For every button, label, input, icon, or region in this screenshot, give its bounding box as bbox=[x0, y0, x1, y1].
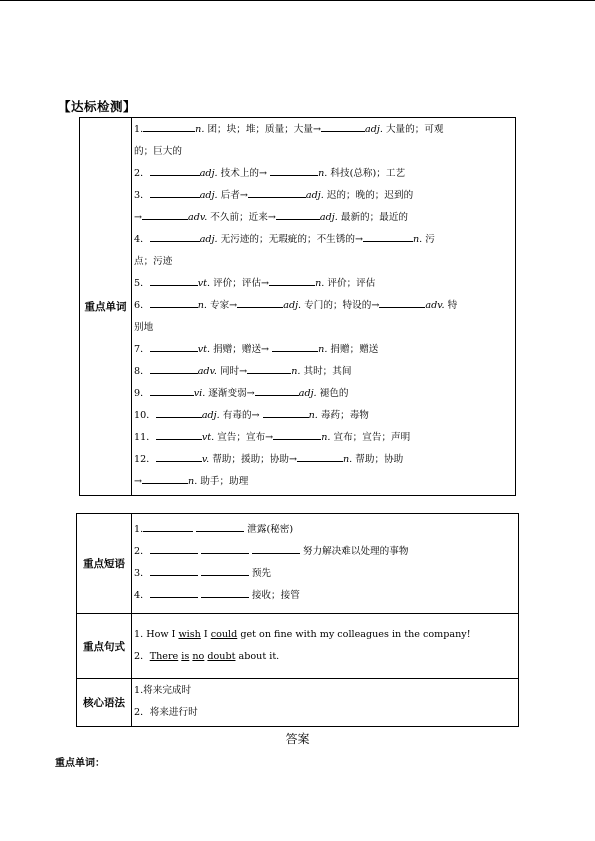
list-item-continuation: 点；污迹 bbox=[134, 256, 173, 267]
answer-blank bbox=[150, 231, 200, 242]
item-text: 评价；评估 bbox=[324, 278, 376, 289]
answer-blank bbox=[248, 187, 306, 198]
item-text: 后者→ bbox=[217, 190, 248, 201]
list-item bbox=[134, 624, 515, 646]
underlined-word: doubt bbox=[207, 650, 236, 662]
part-of-speech: n. bbox=[291, 366, 301, 377]
item-text: 污 bbox=[422, 234, 435, 245]
answer-blank bbox=[321, 121, 365, 132]
top-rule bbox=[0, 0, 595, 1]
answer-title: 答案 bbox=[285, 732, 310, 746]
part-of-speech: vt. bbox=[197, 344, 211, 355]
list-item-continuation bbox=[134, 471, 512, 493]
part-of-speech: adv. bbox=[197, 366, 217, 377]
item-text: 同时→ bbox=[216, 366, 248, 377]
practice-table bbox=[76, 513, 519, 727]
vocab-list bbox=[132, 118, 515, 495]
item-text: 帮助；援助；协助→ bbox=[209, 454, 297, 465]
answer-blank bbox=[156, 451, 202, 462]
answer-blank bbox=[276, 209, 320, 220]
grammar-list bbox=[132, 679, 518, 726]
list-item bbox=[134, 427, 512, 449]
list-item: 2．将来进行时 bbox=[134, 707, 198, 718]
part-of-speech: adj. bbox=[199, 234, 218, 245]
answer-blank bbox=[247, 363, 291, 374]
item-number: 1. bbox=[134, 124, 144, 135]
part-of-speech: vt. bbox=[201, 432, 215, 443]
answer-blank bbox=[142, 209, 188, 220]
answer-blank bbox=[150, 297, 198, 308]
underlined-word: could bbox=[210, 628, 238, 640]
answer-blank bbox=[201, 565, 249, 576]
item-number: 4． bbox=[134, 234, 150, 245]
list-item bbox=[134, 163, 512, 185]
list-item bbox=[134, 541, 515, 563]
list-item: 1.将来完成时 bbox=[134, 685, 192, 696]
part-of-speech: adj. bbox=[305, 190, 324, 201]
item-text: → bbox=[134, 476, 143, 487]
part-of-speech: n. bbox=[321, 432, 331, 443]
item-text: 有毒的→ bbox=[219, 410, 263, 421]
item-text: 最新的；最近的 bbox=[337, 212, 409, 223]
answer-blank bbox=[363, 231, 413, 242]
item-number: 11． bbox=[134, 432, 156, 443]
item-number: 9． bbox=[134, 388, 150, 399]
item-number: 3． bbox=[134, 568, 150, 579]
list-item-continuation: 的；巨大的 bbox=[134, 146, 182, 157]
part-of-speech: v. bbox=[201, 454, 210, 465]
item-text: 逐渐变弱→ bbox=[205, 388, 255, 399]
item-text: 其时；其间 bbox=[300, 366, 352, 377]
part-of-speech: n. bbox=[318, 344, 328, 355]
answer-blank bbox=[150, 165, 200, 176]
answer-blank bbox=[150, 363, 198, 374]
underlined-word: There bbox=[149, 650, 179, 662]
answer-blank bbox=[297, 451, 343, 462]
answer-blank bbox=[379, 297, 425, 308]
item-number: 10． bbox=[134, 410, 156, 421]
item-text: 科技(总称)；工艺 bbox=[327, 168, 406, 179]
list-item-continuation bbox=[134, 207, 512, 229]
sentences-list bbox=[132, 623, 518, 670]
answer-blank bbox=[201, 543, 249, 554]
item-number: 12． bbox=[134, 454, 156, 465]
item-text: 预先 bbox=[248, 568, 272, 579]
vocab-table bbox=[79, 117, 516, 496]
part-of-speech: n. bbox=[195, 124, 205, 135]
underlined-word: is bbox=[181, 650, 190, 662]
item-text: → bbox=[134, 212, 143, 223]
part-of-speech: n. bbox=[188, 476, 198, 487]
part-of-speech: n. bbox=[315, 278, 325, 289]
list-item bbox=[134, 519, 515, 541]
answer-blank bbox=[150, 385, 194, 396]
answer-blank bbox=[201, 587, 249, 598]
part-of-speech: adv. bbox=[188, 212, 208, 223]
answer-blank bbox=[156, 407, 202, 418]
answer-blank bbox=[142, 473, 188, 484]
answer-blank bbox=[143, 521, 193, 532]
item-text: 捐赠；赠送→ bbox=[210, 344, 273, 355]
answer-blank bbox=[196, 521, 244, 532]
part-of-speech: n. bbox=[308, 410, 318, 421]
section-title: 【达标检测】 bbox=[58, 99, 137, 114]
answer-blank bbox=[269, 275, 315, 286]
item-text: 专门的；特设的→ bbox=[301, 300, 380, 311]
list-item bbox=[134, 185, 512, 207]
part-of-speech: adj. bbox=[298, 388, 317, 399]
part-of-speech: n. bbox=[413, 234, 423, 245]
list-item bbox=[134, 229, 512, 251]
list-item bbox=[134, 585, 515, 607]
list-item bbox=[134, 273, 512, 295]
grammar-label: 核心语法 bbox=[77, 679, 132, 727]
answer-blank bbox=[237, 297, 283, 308]
list-item-continuation: 别地 bbox=[134, 322, 154, 333]
item-text: 技术上的→ bbox=[217, 168, 271, 179]
part-of-speech: adj. bbox=[199, 168, 218, 179]
list-item bbox=[134, 383, 512, 405]
answer-blank bbox=[270, 165, 318, 176]
answer-blank bbox=[272, 341, 318, 352]
item-text: 帮助；协助 bbox=[352, 454, 404, 465]
item-text: 评价；评估→ bbox=[210, 278, 270, 289]
item-text: 宣告；宣布→ bbox=[214, 432, 274, 443]
answer-blank bbox=[252, 543, 300, 554]
phrases-label: 重点短语 bbox=[77, 514, 132, 614]
item-text: 团；块；堆；质量；大量→ bbox=[204, 124, 322, 135]
answer-blank bbox=[263, 407, 309, 418]
item-text: 不久前；近来→ bbox=[207, 212, 276, 223]
answer-blank bbox=[150, 543, 198, 554]
part-of-speech: vi. bbox=[193, 388, 206, 399]
part-of-speech: vt. bbox=[197, 278, 211, 289]
part-of-speech: adj. bbox=[365, 124, 383, 135]
item-number: 4． bbox=[134, 590, 150, 601]
item-text: I bbox=[200, 628, 211, 640]
underlined-word: no bbox=[192, 650, 205, 662]
list-item bbox=[134, 449, 512, 471]
list-item bbox=[134, 563, 515, 585]
phrases-list bbox=[132, 518, 518, 609]
item-text: 助手；助理 bbox=[197, 476, 249, 487]
item-number: 1. bbox=[134, 524, 144, 535]
item-text: How I bbox=[143, 628, 179, 640]
item-text: 迟的；晚的；迟到的 bbox=[323, 190, 414, 201]
item-number: 7． bbox=[134, 344, 150, 355]
answer-blank bbox=[150, 565, 198, 576]
item-text: 大量的；可观 bbox=[382, 124, 444, 135]
item-text: 专家→ bbox=[206, 300, 238, 311]
answer-blank bbox=[150, 341, 198, 352]
answer-blank bbox=[150, 587, 198, 598]
item-number: 1. bbox=[134, 628, 144, 640]
item-text: about it. bbox=[235, 650, 280, 662]
item-text: 特 bbox=[444, 300, 458, 311]
part-of-speech: adj. bbox=[201, 410, 220, 421]
item-number: 8． bbox=[134, 366, 150, 377]
item-number: 2． bbox=[134, 650, 150, 662]
vocab-label: 重点单词 bbox=[80, 118, 132, 496]
list-item bbox=[134, 646, 515, 668]
part-of-speech: adj. bbox=[283, 300, 302, 311]
item-number: 2． bbox=[134, 168, 150, 179]
item-text: 捐赠；赠送 bbox=[327, 344, 379, 355]
part-of-speech: adj. bbox=[319, 212, 338, 223]
list-item bbox=[134, 119, 512, 141]
list-item bbox=[134, 405, 512, 427]
item-number: 5． bbox=[134, 278, 150, 289]
item-text: 努力解决难以处理的事物 bbox=[299, 546, 409, 557]
list-item bbox=[134, 339, 512, 361]
answer-blank bbox=[273, 429, 321, 440]
part-of-speech: n. bbox=[318, 168, 328, 179]
item-number: 2． bbox=[134, 546, 150, 557]
answer-blank bbox=[143, 121, 195, 132]
list-item bbox=[134, 361, 512, 383]
item-number: 6． bbox=[134, 300, 150, 311]
list-item bbox=[134, 295, 512, 317]
item-number: 3． bbox=[134, 190, 150, 201]
item-text: 泄露(秘密) bbox=[244, 524, 294, 535]
part-of-speech: adj. bbox=[199, 190, 218, 201]
part-of-speech: adv. bbox=[425, 300, 445, 311]
item-text: 褪色的 bbox=[316, 388, 349, 399]
underlined-word: wish bbox=[178, 628, 201, 640]
part-of-speech: n. bbox=[197, 300, 207, 311]
part-of-speech: n. bbox=[343, 454, 353, 465]
answer-blank bbox=[156, 429, 202, 440]
item-text: 接收；接管 bbox=[248, 590, 300, 601]
item-text: get on fine with my colleagues in the company! bbox=[237, 628, 471, 640]
answer-blank bbox=[150, 275, 198, 286]
item-text: 宣布；宣告；声明 bbox=[330, 432, 411, 443]
answer-blank bbox=[150, 187, 200, 198]
answer-subtitle: 重点单词： bbox=[55, 758, 105, 769]
item-text: 无污迹的；无瑕疵的；不生锈的→ bbox=[217, 234, 363, 245]
item-text: 毒药；毒物 bbox=[317, 410, 369, 421]
answer-blank bbox=[255, 385, 299, 396]
sentences-label: 重点句式 bbox=[77, 614, 132, 679]
